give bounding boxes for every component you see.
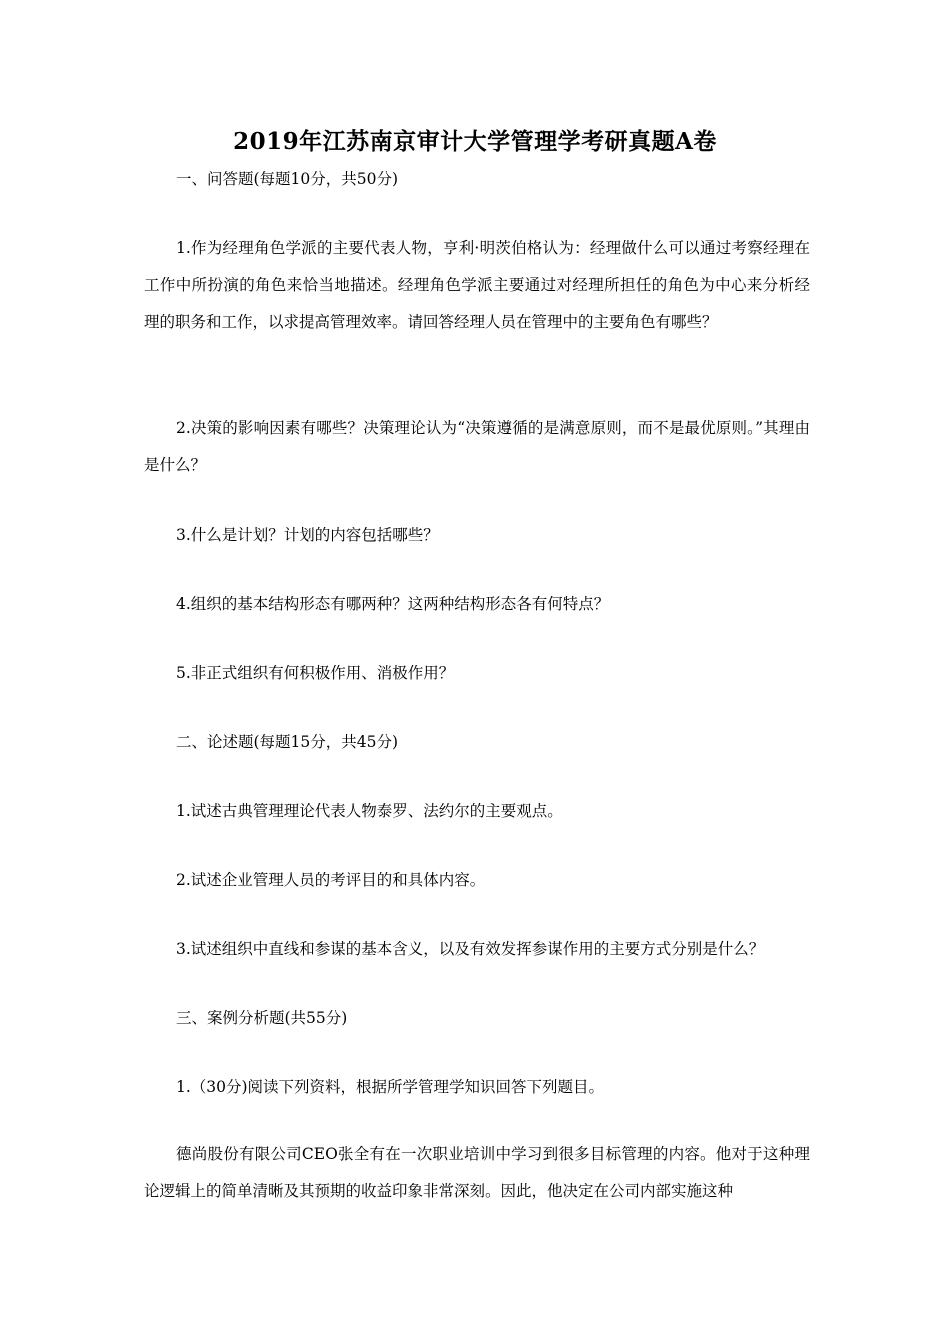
section-1-heading: 一、问答题(每题10分，共50分) (176, 170, 399, 188)
section-2-question-3: 3.试述组织中直线和参谋的基本含义，以及有效发挥参谋作用的主要方式分别是什么？ (176, 940, 765, 958)
section-1-question-4: 4.组织的基本结构形态有哪两种？这两种结构形态各有何特点？ (176, 595, 610, 613)
section-3-question-1: 1.（30分)阅读下列资料，根据所学管理学知识回答下列题目。 (176, 1078, 605, 1096)
section-1-question-3: 3.什么是计划？计划的内容包括哪些？ (176, 526, 439, 544)
section-3-case-text: 德尚股份有限公司CEO张全有在一次职业培训中学习到很多目标管理的内容。他对于这种理论逻辑上的简单清晰及其预期的收益印象非常深刻。因此，他决定在公司内部实施这种 (144, 1145, 810, 1200)
section-1-question-1: 1.作为经理角色学派的主要代表人物，亨利·明茨伯格认为：经理做什么可以通过考察经理在工作中所扮演的角色来恰当地描述。经理角色学派主要通过对经理所担任的角色为中心来分析经理的职务和工作，以求提高管理效率。请回答经理人员在管理中的主要角色有哪些？ (144, 239, 810, 331)
section-1-question-2: 2.决策的影响因素有哪些？决策理论认为“决策遵循的是满意原则，而不是最优原则。”其理由是什么？ (144, 419, 810, 474)
section-2-question-1: 1.试述古典管理理论代表人物泰罗、法约尔的主要观点。 (176, 802, 563, 820)
section-2-question-2: 2.试述企业管理人员的考评目的和具体内容。 (176, 871, 486, 889)
page-title: 2019年江苏南京审计大学管理学考研真题A卷 (233, 128, 717, 155)
section-3-heading: 三、案例分析题(共55分) (176, 1009, 348, 1027)
section-2-heading: 二、论述题(每题15分，共45分) (176, 733, 399, 751)
section-1-question-5: 5.非正式组织有何积极作用、消极作用？ (176, 664, 455, 682)
